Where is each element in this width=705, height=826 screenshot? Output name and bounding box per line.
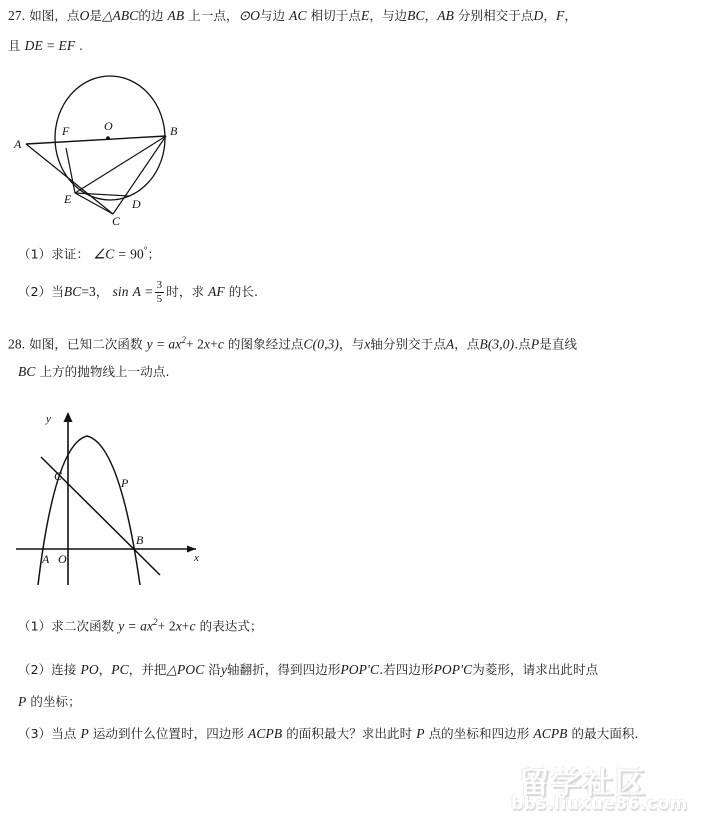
p28-sub1-text-b: 的表达式； [199, 618, 263, 634]
chord-EB [75, 136, 166, 193]
p27-stem-text-j: ， [543, 8, 556, 23]
fraction-denominator: 5 [156, 293, 163, 305]
p28-sub3-quad-2: ACPB [533, 726, 568, 741]
problem-28-sub-2-line-1 [18, 660, 598, 680]
p28-point-p: P [530, 336, 540, 352]
p28-stem-text-a: 如图，已知二次函数 [29, 336, 143, 352]
problem-28-sub-3 [18, 724, 639, 744]
p27-point-E: E [360, 8, 370, 23]
p28-sub3-text-d: 点的坐标和四边形 [428, 726, 530, 741]
p27-sub2-three: 3 [89, 284, 96, 299]
p27-stem-text-k: ， [564, 8, 577, 23]
p28-stem-text-h: 是直线 [539, 336, 578, 352]
p27-sub1-label: （1） [18, 246, 52, 262]
problem-28-stem-line-1 [8, 330, 577, 355]
p28-sub3-text-c: 的面积最大？求出此时 [286, 726, 413, 741]
p28-sub3-label: （3） [18, 726, 52, 741]
p28-sub1-ax2: ax [140, 618, 154, 634]
p28-point-b-coords: B(3,0) [479, 336, 515, 352]
p28-sub1-plus2: + 2 [157, 618, 176, 634]
p28-sub1-y: y [118, 618, 125, 634]
p27-stem-text-h: ， [424, 8, 438, 23]
y-axis-label: y [46, 413, 51, 425]
p28-sub3-text-a: 当点 [51, 726, 77, 741]
p28-sub2-text-f: 为菱形，请求出此时点 [472, 662, 599, 677]
p28-eq: = [156, 336, 165, 352]
label-O: O [104, 119, 113, 133]
p27-segment-ac: AC [289, 8, 307, 23]
p28-point-c-coords: C(0,3) [303, 336, 340, 352]
p27-stem2-period: . [79, 38, 83, 53]
p27-sub1-value: 90 [130, 246, 144, 262]
problem-28-number: 28. [8, 336, 26, 352]
p27-sub2-bc: BC [63, 284, 82, 299]
p28-stem-text-e: 轴分别交于点 [370, 336, 446, 352]
watermark-brand: 留学社区 [519, 766, 647, 801]
label-F: F [62, 124, 70, 138]
p27-sub2-af: AF [208, 284, 225, 299]
chord-FE [66, 148, 75, 193]
p27-sub2-sin: sin [112, 284, 129, 299]
p27-stem-text-b: 是 [89, 8, 103, 23]
problem-28-sub-1 [18, 612, 263, 637]
label-A-graph: A [42, 552, 50, 566]
p28-sub3-p-1: P [80, 726, 89, 741]
p27-segment-ef: EF [58, 38, 76, 53]
p28-stem2-text: 上方的抛物线上一动点. [39, 364, 170, 379]
p28-sub1-plus: + [181, 618, 190, 634]
p27-circle-o: ⊙O [238, 8, 260, 23]
parabola-graph-svg [8, 400, 238, 600]
p27-sub1-end: ； [147, 246, 161, 262]
circle-O [55, 76, 165, 200]
p28-sub1-exponent: 2 [153, 617, 158, 627]
p28-sub2-label: （2） [18, 662, 52, 677]
label-A: A [14, 137, 22, 151]
p27-triangle-abc: △ABC [102, 8, 139, 23]
p27-stem-text-a: 如图，点 [29, 8, 80, 23]
p28-ax2: ax [168, 336, 182, 352]
p28-sub2-text-a: 连接 [51, 662, 77, 677]
p28-sub2-y-axis: y [220, 662, 228, 677]
p27-stem-text-g: ，与边 [369, 8, 408, 23]
p28-sub2-quad-1: POP'C [340, 662, 380, 677]
p27-sub2-comma: ， [95, 284, 109, 299]
fraction-numerator: 3 [156, 279, 163, 291]
p27-stem-text-d: 上一点， [188, 8, 239, 23]
p28-sub1-text-a: 求二次函数 [51, 618, 115, 634]
degree-icon: ° [143, 245, 148, 255]
p28-sub2-text-d: 轴翻折，得到四边形 [227, 662, 341, 677]
y-axis-arrow-icon [64, 412, 73, 422]
p27-stem-text-f: 相切于点 [310, 8, 361, 23]
p27-point-O: O [79, 8, 90, 23]
p27-sub2-text-c: 的长. [228, 284, 259, 299]
p28-sub2-text-c: 沿 [208, 662, 221, 677]
p27-stem-text-e: 与边 [259, 8, 286, 23]
problem-28-figure [8, 400, 238, 600]
p28-sub3-quad-1: ACPB [248, 726, 283, 741]
p27-sub2-text-b: 时，求 [166, 284, 205, 299]
p27-sub1-equals: = [118, 246, 127, 262]
label-C: C [112, 214, 121, 228]
p28-exponent: 2 [181, 335, 186, 345]
p28-sub1-c: c [189, 618, 196, 634]
problem-28-stem-line-2 [18, 362, 170, 382]
circle-tangent-triangle-svg [0, 62, 250, 234]
p28-y: y [146, 336, 153, 352]
p28-stem-text-f: ，点 [454, 336, 480, 352]
p27-segment-ab-2: AB [437, 8, 454, 23]
p28-sub2-point-p: P [18, 694, 27, 709]
chord-ED [75, 193, 129, 196]
p28-sub1-eq: = [128, 618, 137, 634]
p28-stem-text-d: ，与 [339, 336, 365, 352]
p28-sub3-p-2: P [416, 726, 425, 741]
p28-plus-2: + 2 [185, 336, 205, 352]
p28-sub2-comma1: ， [98, 662, 112, 677]
p27-point-D: D [533, 8, 544, 23]
fraction-three-fifths [155, 280, 165, 305]
label-E: E [64, 192, 72, 206]
parabola-curve [38, 436, 140, 585]
p28-c: c [217, 336, 224, 352]
p28-sub2-quad-2: POP'C [433, 662, 473, 677]
problem-27-sub-2 [18, 280, 258, 305]
p28-stem-text-g: .点 [514, 336, 531, 352]
p27-sub1-text: 求证： [51, 246, 90, 262]
p27-sub2-angle-a: A [132, 284, 141, 299]
p28-sub2-po: PO [80, 662, 99, 677]
p28-x: x [204, 336, 211, 352]
p27-sub2-text-a: 当 [51, 284, 64, 299]
line-AB [26, 136, 166, 144]
p28-plus: + [210, 336, 218, 352]
label-B: B [170, 124, 178, 138]
p27-stem-text-c: 的边 [138, 8, 164, 23]
p27-stem-text-i: 分别相交于点 [457, 8, 534, 23]
label-D: D [132, 197, 141, 211]
p27-segment-bc: BC [407, 8, 425, 23]
p27-sub2-label: （2） [18, 284, 52, 299]
problem-28-sub-2-line-2 [18, 692, 81, 712]
watermark-url: bbs.liuxue86.com [511, 794, 688, 814]
p27-sub2-eq1: = [81, 284, 90, 299]
p28-sub2-text-e: .若四边形 [379, 662, 434, 677]
p28-sub1-x: x [175, 618, 182, 634]
problem-27-stem-line-2 [8, 36, 83, 56]
p28-sub2-triangle-poc: △POC [166, 662, 205, 677]
p28-sub2-text-b: ，并把 [128, 662, 167, 677]
x-axis-label: x [194, 552, 199, 564]
p27-segment-ab: AB [167, 8, 185, 23]
problem-27-number: 27. [8, 8, 26, 23]
segment-E-to-C [75, 193, 113, 214]
p28-line-bc: BC [18, 364, 36, 379]
p28-sub3-text-b: 运动到什么位置时，四边形 [92, 726, 245, 741]
p27-point-F: F [556, 8, 565, 23]
p28-stem-text-b: 的图象经过点 [227, 336, 304, 352]
p28-x-axis: x [364, 336, 371, 352]
label-P-graph: P [121, 476, 129, 490]
problem-27-stem-line-1 [8, 6, 577, 26]
site-watermark [505, 758, 695, 820]
problem-27-sub-1 [18, 240, 160, 265]
p28-sub2-line2-text: 的坐标； [30, 694, 81, 709]
problem-27-figure [0, 62, 250, 234]
p28-point-a: A [445, 336, 455, 352]
label-C-graph: C [54, 469, 63, 483]
p28-sub2-pc: PC [111, 662, 129, 677]
p28-sub1-label: （1） [18, 618, 52, 634]
p27-sub2-eq2: = [144, 284, 153, 299]
label-B-graph: B [136, 533, 144, 547]
p27-equals: = [46, 38, 55, 53]
p27-segment-de: DE [24, 38, 43, 53]
p27-stem2-text-a: 且 [8, 38, 21, 53]
label-O-origin: O [58, 552, 67, 566]
p27-angle-c: ∠C [93, 246, 115, 262]
p28-sub3-text-e: 的最大面积. [571, 726, 639, 741]
